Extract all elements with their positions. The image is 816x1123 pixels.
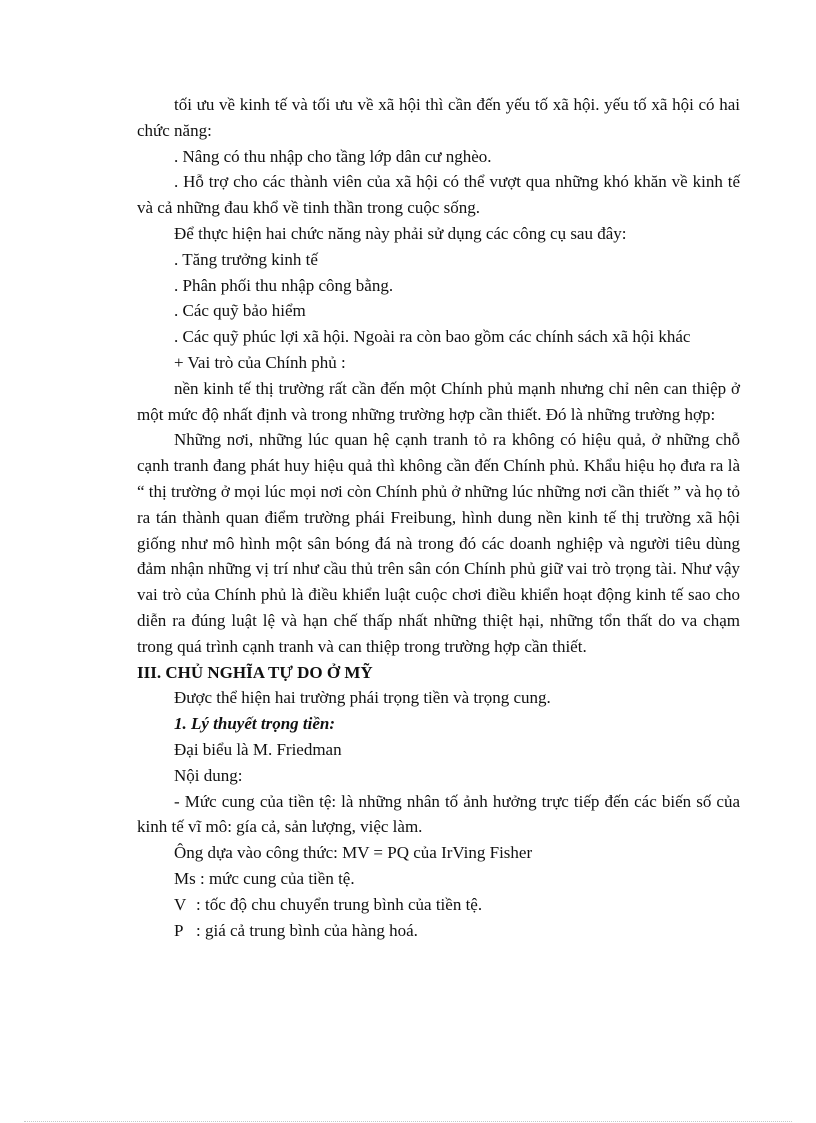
paragraph: . Các quỹ bảo hiểm — [174, 301, 306, 321]
subheading: 1. Lý thuyết trọng tiền: — [174, 714, 336, 734]
paragraph: Để thực hiện hai chức năng này phải sử dụng các công cụ sau đây: — [174, 223, 627, 243]
paragraph: . Hỗ trợ cho các thành viên của xã hội có thể vượt qua những khó khăn về kinh tế và cả những đau khổ về tinh thần trong cuộc sống. — [137, 172, 740, 218]
definition-symbol: V — [174, 894, 187, 914]
page-bottom-divider — [24, 1121, 792, 1122]
definition-text: : tốc độ chu chuyển trung bình của tiền tệ. — [196, 894, 483, 914]
paragraph: . Nâng có thu nhập cho tầng lớp dân cư nghèo. — [174, 146, 492, 166]
definition-row — [137, 892, 740, 918]
definition-row — [137, 918, 740, 944]
definition-text: : giá cả trung bình của hàng hoá. — [196, 920, 418, 940]
paragraph: . Các quỹ phúc lợi xã hội. Ngoài ra còn bao gồm các chính sách xã hội khác — [174, 327, 691, 347]
paragraph: Ms : mức cung của tiền tệ. — [174, 868, 355, 888]
paragraph: Nội dung: — [174, 765, 243, 785]
paragraph: Những nơi, những lúc quan hệ cạnh tranh tỏ ra không có hiệu quả, ở những chỗ cạnh tranh đang phát huy hiệu quả thì không cần đến Chính phủ. Khẩu hiệu họ đưa ra là “ thị trường ở mọi lúc mọi nơi còn Chính phủ ở những lúc những nơi cần thiết ” và họ tỏ ra tán thành quan điểm trường phái Freibung, hình dung nền kinh tế thị trường xã hội giống như mô hình một sân bóng đá nà trong đó các doanh nghiệp và người tiêu dùng đảm nhận những vị trí như cầu thủ trên sân cón Chính phủ giữ vai trò trọng tài. Như vậy vai trò của Chính phủ là điều khiển luật cuộc chơi điều khiển hoạt động kinh tế sao cho diễn ra đúng luật lệ và hạn chế thấp nhất những thiệt hại, những tổn thất do va chạm trong quá trình cạnh tranh và can thiệp trong trường hợp cần thiết. — [137, 430, 740, 656]
section-heading: III. CHỦ NGHĨA TỰ DO Ở MỸ — [137, 662, 373, 682]
paragraph: tối ưu về kinh tế và tối ưu về xã hội thì cần đến yếu tố xã hội. yếu tố xã hội có hai chức năng: — [137, 95, 740, 140]
document-page — [137, 92, 740, 943]
paragraph: - Mức cung của tiền tệ: là những nhân tố ảnh hưởng trực tiếp đến các biến số của kinh tế vĩ mô: gía cả, sản lượng, việc làm. — [137, 791, 740, 837]
paragraph: Đại biểu là M. Friedman — [174, 739, 342, 759]
definition-symbol: P — [174, 920, 184, 940]
paragraph: nền kinh tế thị trường rất cần đến một Chính phủ mạnh nhưng chỉ nên can thiệp ở một mức độ nhất định và trong những trường hợp cần thiết. Đó là những trường hợp: — [137, 378, 740, 424]
paragraph: . Tăng trưởng kinh tế — [174, 249, 318, 269]
section-intro: Được thể hiện hai trường phái trọng tiền và trọng cung. — [174, 688, 551, 708]
paragraph: . Phân phối thu nhập công bằng. — [174, 275, 394, 295]
paragraph: Ông dựa vào công thức: MV = PQ của IrVing Fisher — [174, 843, 533, 863]
paragraph: + Vai trò của Chính phủ : — [174, 352, 346, 372]
